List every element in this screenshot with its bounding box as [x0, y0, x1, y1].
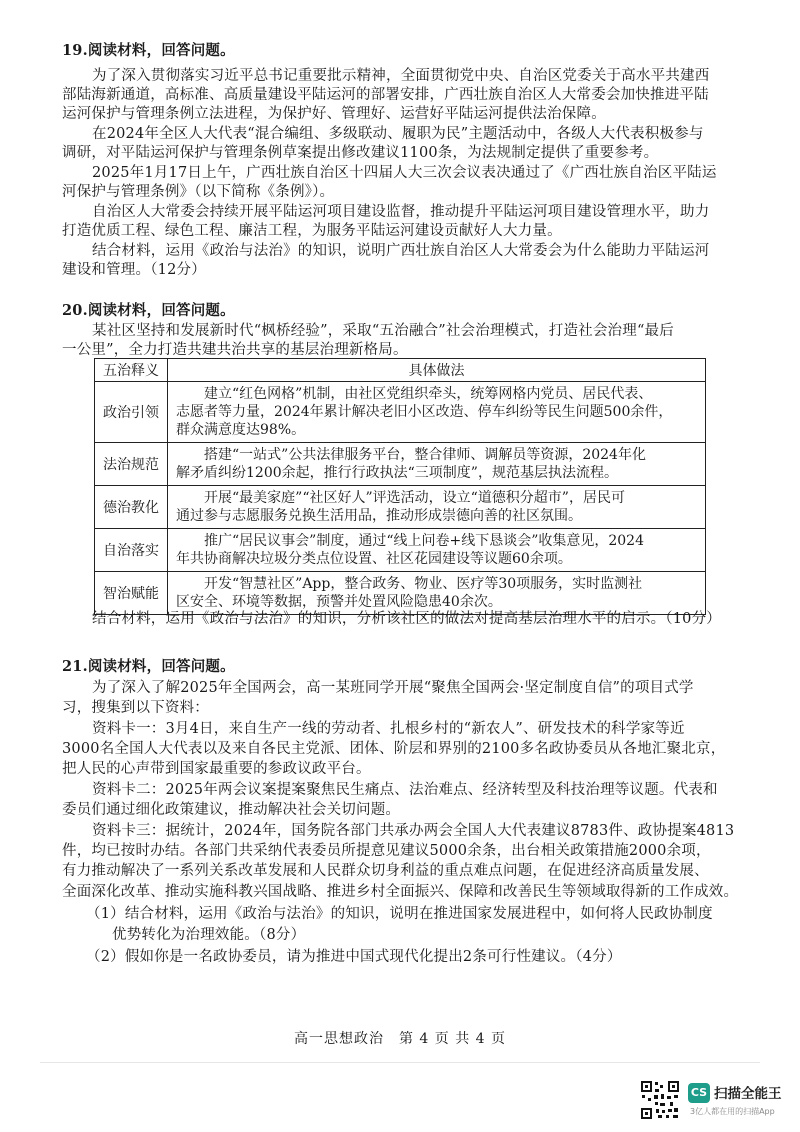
- q21-line: 全面深化改革、推动实施科教兴国战略、推进乡村全面振兴、保障和改善民生等领域取得新的工作成效。: [62, 884, 739, 900]
- q21-line: 习，搜集到以下资料：: [62, 700, 209, 716]
- table-row-detail: [168, 382, 706, 443]
- table-row: [95, 572, 706, 615]
- detail-line: 群众满意度达98%。: [176, 422, 306, 438]
- scanner-app-name: 扫描全能王: [714, 1086, 782, 1102]
- page-footer: 高一思想政治 第 4 页 共 4 页: [293, 1031, 507, 1047]
- divider: [40, 1062, 760, 1063]
- table-row-detail: [168, 486, 706, 529]
- q19-line: 打造优质工程、绿色工程、廉洁工程，为服务平陆运河建设贡献好人大力量。: [62, 223, 562, 239]
- q21-subquestion-2: （2）假如你是一名政协委员，请为推进中国式现代化提出2条可行性建议。（4分）: [86, 949, 622, 965]
- detail-line: 开发“智慧社区”App，整合政务、物业、医疗等30项服务，实时监测社: [204, 576, 643, 592]
- detail-line: 解矛盾纠纷1200余起，推行行政执法“三项制度”，规范基层执法流程。: [176, 465, 618, 481]
- q21-line: 资料卡三：据统计，2024年，国务院各部门共承办两会全国人大代表建议8783件、政协提案4813: [92, 823, 735, 839]
- q19-line: 在2024年全区人大代表“混合编组、多级联动、履职为民”主题活动中，各级人大代表积极参与: [92, 126, 704, 142]
- table-header-row: [95, 359, 706, 382]
- question-21-title: 21.阅读材料，回答问题。: [62, 658, 235, 675]
- table-row-label: 智治赋能: [95, 572, 168, 615]
- table-row-label: 政治引领: [95, 382, 168, 443]
- q19-question: 建设和管理。（12分）: [62, 262, 206, 278]
- question-20-title: 20.阅读材料，回答问题。: [62, 302, 235, 319]
- q20-question: 结合材料，运用《政治与法治》的知识，分析该社区的做法对提高基层治理水平的启示。（10分）: [92, 611, 721, 627]
- table-row-detail: [168, 572, 706, 615]
- q19-line: 运河保护与管理条例立法进程，为保护好、管理好、运营好平陆运河提供法治保障。: [62, 106, 606, 122]
- q21-line: 件，均已按时办结。各部门共采纳代表委员所提意见建议5000余条，出台相关政策措施2000余项，: [62, 843, 711, 859]
- table-row: [95, 443, 706, 486]
- q21-line: 3000名全国人大代表以及来自各民主党派、团体、阶层和界别的2100多名政协委员从各地汇聚北京，: [62, 741, 726, 757]
- table-row-detail: [168, 443, 706, 486]
- detail-line: 搭建“一站式”公共法律服务平台，整合律师、调解员等资源，2024年化: [204, 447, 646, 463]
- scanner-tagline: 3亿人都在用的扫描App: [690, 1107, 775, 1116]
- table-row-label: 法治规范: [95, 443, 168, 486]
- table-row-label: 自治落实: [95, 529, 168, 572]
- detail-line: 区安全、环境等数据，预警并处置风险隐患40余次。: [176, 594, 502, 610]
- q20-line: 一公里”，全力打造共建共治共享的基层治理新格局。: [62, 342, 408, 358]
- table-row-label: 德治教化: [95, 486, 168, 529]
- five-governance-table: [94, 358, 706, 615]
- q19-question: 结合材料，运用《政治与法治》的知识，说明广西壮族自治区人大常委会为什么能助力平陆运河: [92, 243, 710, 259]
- q21-line: 资料卡一：3月4日，来自生产一线的劳动者、扎根乡村的“新农人”、研发技术的科学家等近: [92, 721, 685, 737]
- q21-subquestion-1: 优势转化为治理效能。（8分）: [112, 927, 306, 943]
- detail-line: 建立“红色网格”机制，由社区党组织牵头，统筹网格内党员、居民代表、: [204, 386, 653, 402]
- q19-line: 部陆海新通道，高标准、高质量建设平陆运河的部署安排，广西壮族自治区人大常委会加快推进平陆: [62, 87, 709, 103]
- detail-line: 开展“最美家庭”“社区好人”评选活动，设立“道德积分超市”，居民可: [204, 490, 625, 506]
- qr-code-icon: [640, 1080, 680, 1120]
- q19-line: 调研，对平陆运河保护与管理条例草案提出修改建议1100条，为法规制定提供了重要参考。: [62, 145, 659, 161]
- detail-line: 通过参与志愿服务兑换生活用品，推动形成崇德向善的社区氛围。: [176, 508, 582, 524]
- camscanner-logo-icon: CS: [688, 1083, 710, 1103]
- question-19-title: 19.阅读材料，回答问题。: [62, 42, 235, 59]
- detail-line: 志愿者等力量，2024年累计解决老旧小区改造、停车纠纷等民生问题500余件，: [176, 404, 673, 420]
- q21-line: 把人民的心声带到国家最重要的参政议政平台。: [62, 761, 371, 777]
- q21-subquestion-1: （1）结合材料，运用《政治与法治》的知识，说明在推进国家发展进程中，如何将人民政协制度: [86, 906, 713, 922]
- detail-line: 推广“居民议事会”制度，通过“线上问卷+线下恳谈会”收集意见，2024: [204, 533, 644, 549]
- table-row: [95, 486, 706, 529]
- q19-line: 自治区人大常委会持续开展平陆运河项目建设监督，推动提升平陆运河项目建设管理水平，助力: [92, 204, 710, 220]
- table-header-cell: 五治释义: [95, 359, 168, 382]
- q21-line: 资料卡二：2025年两会议案提案聚焦民生痛点、法治难点、经济转型及科技治理等议题。代表和: [92, 782, 718, 798]
- detail-line: 年共协商解决垃圾分类点位设置、社区花园建设等议题60余项。: [176, 551, 572, 567]
- table-header-cell: 具体做法: [168, 359, 706, 382]
- q19-line: 2025年1月17日上午，广西壮族自治区十四届人大三次会议表决通过了《广西壮族自治区平陆运: [92, 165, 717, 181]
- q21-line: 有力推动解决了一系列关系改革发展和人民群众切身利益的重点难点问题，在促进经济高质量发展、: [62, 863, 709, 879]
- q21-line: 委员们通过细化政策建议，推动解决社会关切问题。: [62, 802, 401, 818]
- q21-line: 为了深入了解2025年全国两会，高一某班同学开展“聚焦全国两会·坚定制度自信”的项目式学: [92, 680, 694, 696]
- q19-line: 河保护与管理条例》（以下简称《条例》）。: [62, 184, 335, 200]
- q20-line: 某社区坚持和发展新时代“枫桥经验”，采取“五治融合”社会治理模式，打造社会治理“最后: [92, 323, 674, 339]
- table-row: [95, 529, 706, 572]
- table-row: [95, 382, 706, 443]
- q19-line: 为了深入贯彻落实习近平总书记重要批示精神，全面贯彻党中央、自治区党委关于高水平共建西: [92, 68, 710, 84]
- table-row-detail: [168, 529, 706, 572]
